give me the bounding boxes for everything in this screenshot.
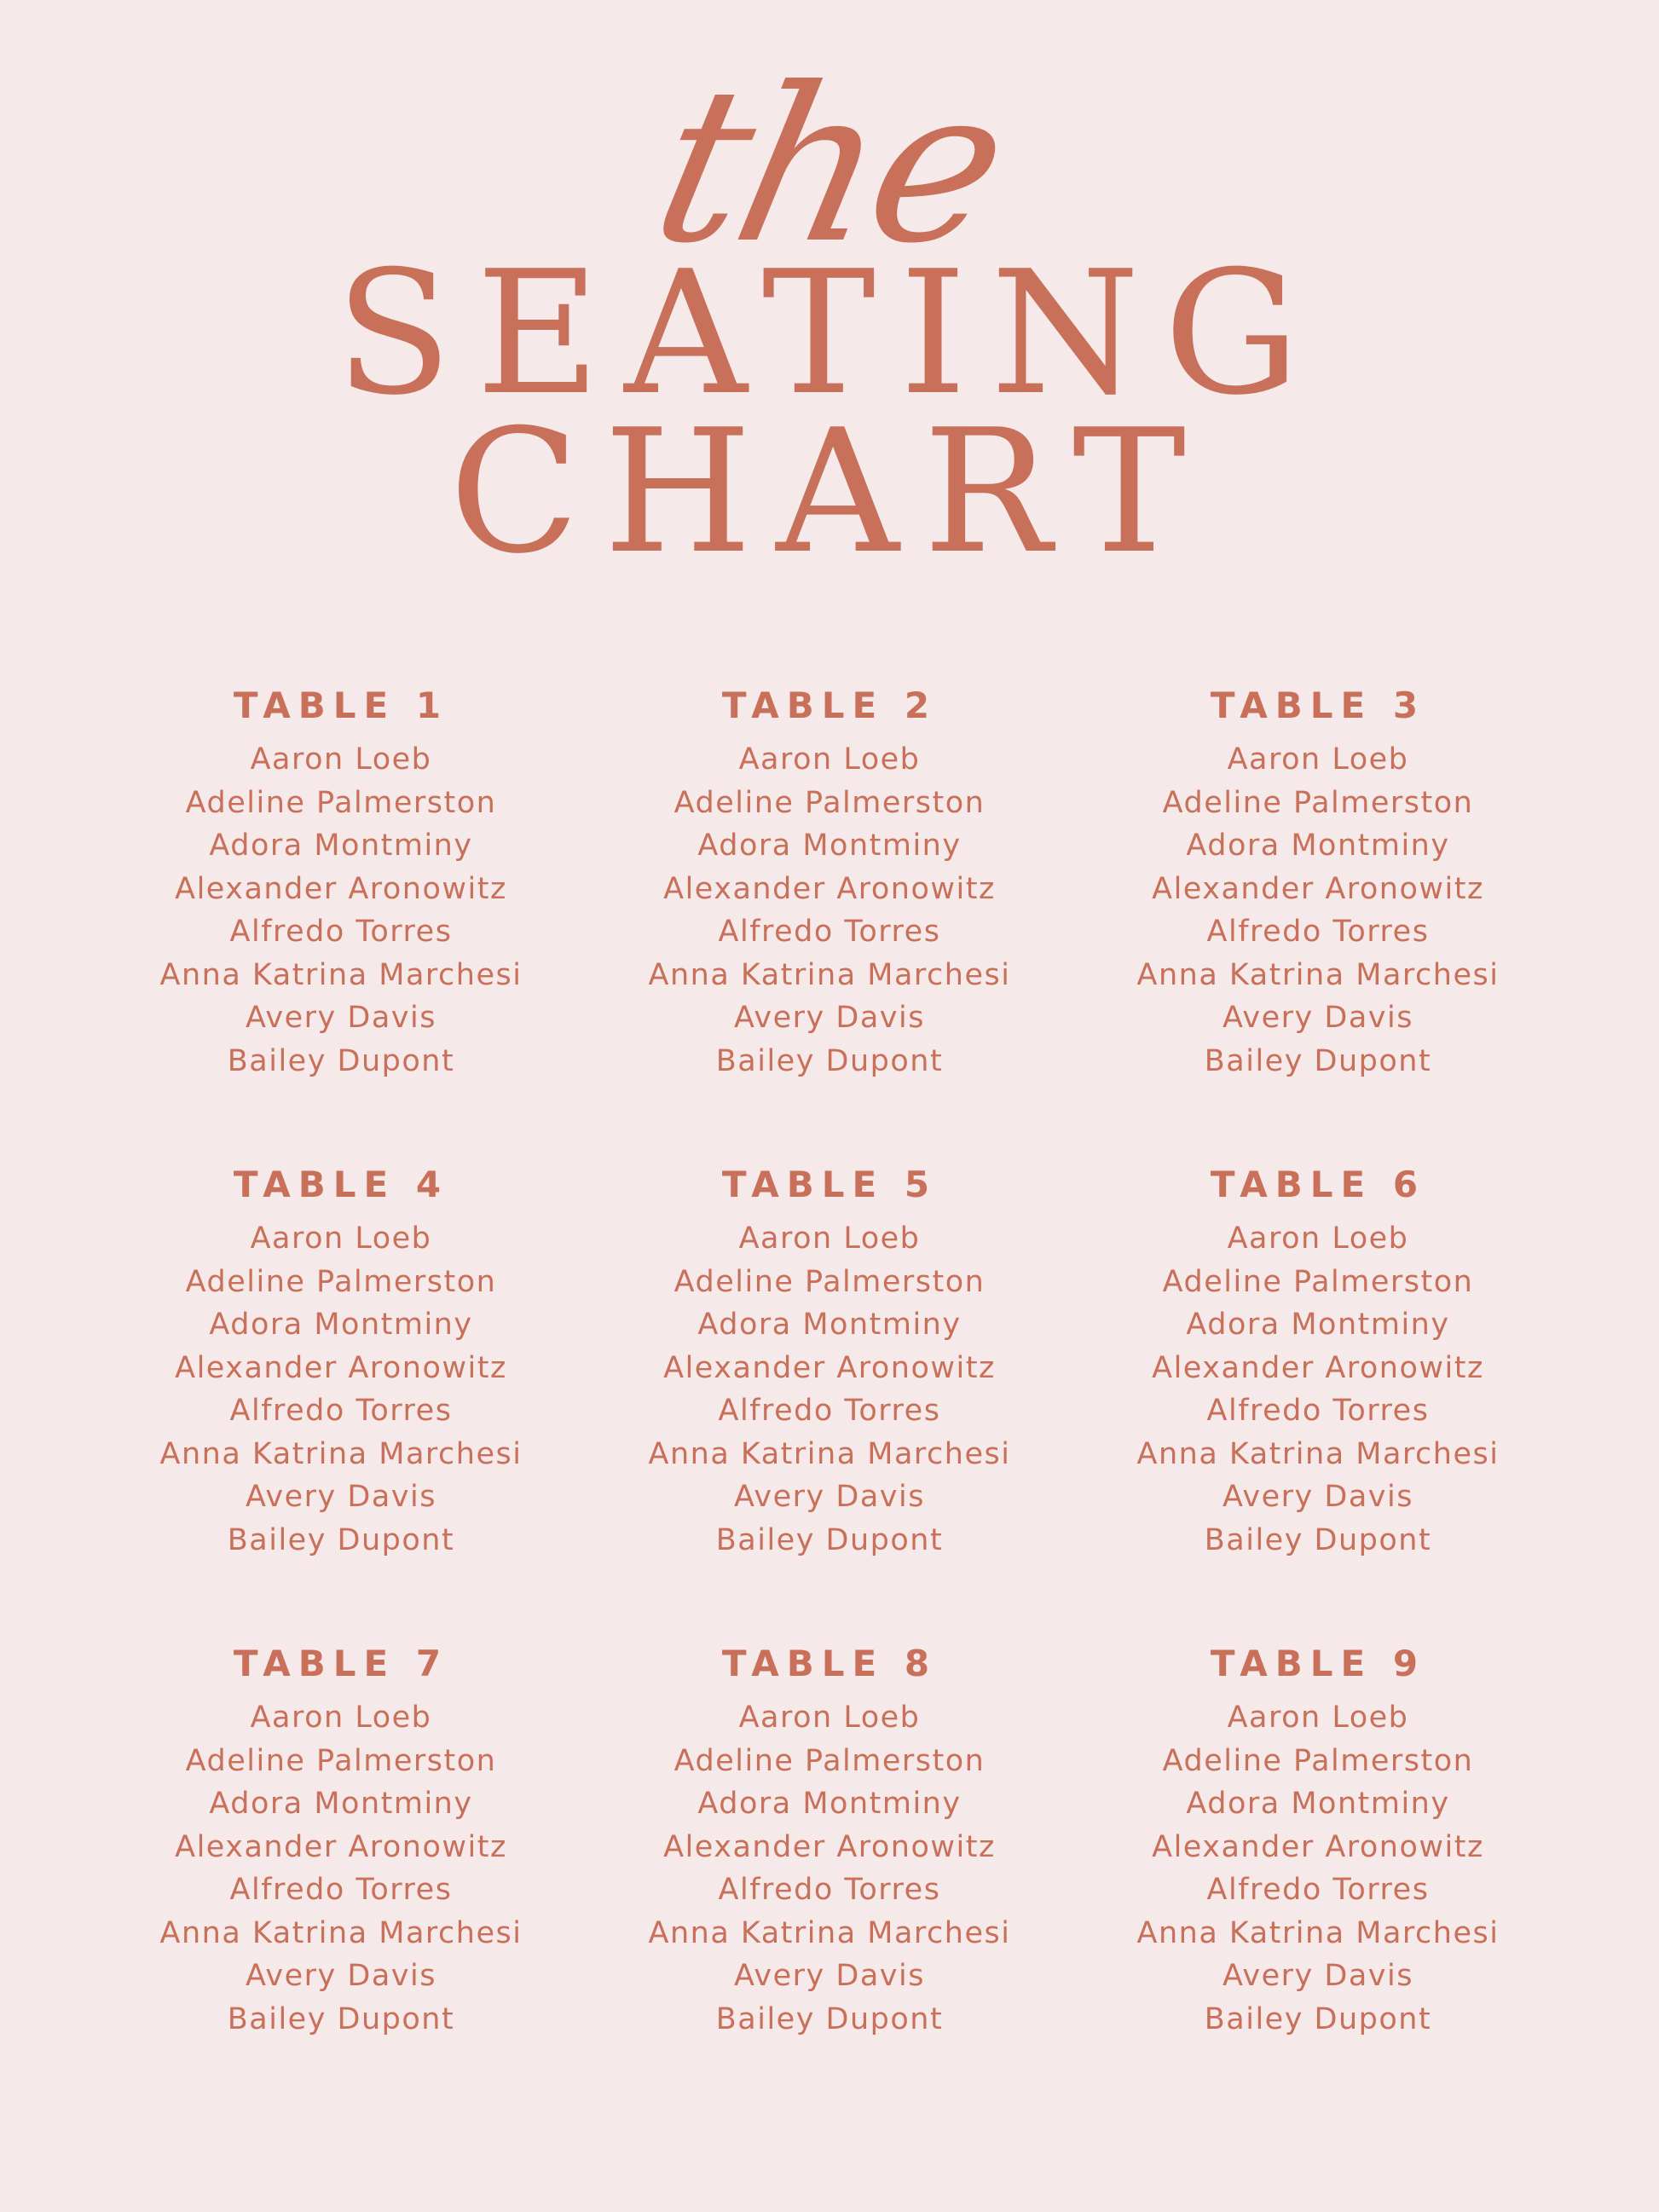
guest-name: Alexander Aronowitz <box>175 871 507 906</box>
guest-name: Alfredo Torres <box>1206 1873 1430 1907</box>
guest-name: Anna Katrina Marchesi <box>648 1915 1011 1950</box>
table-block-7 <box>85 1640 597 2041</box>
guest-list <box>85 738 597 1083</box>
guest-name: Avery Davis <box>734 1959 925 1993</box>
guest-name: Anna Katrina Marchesi <box>1136 1436 1500 1471</box>
guest-name: Alexander Aronowitz <box>663 1350 996 1385</box>
table-heading: TABLE 8 <box>721 1643 938 1684</box>
guest-name: Alfredo Torres <box>718 915 941 949</box>
guest-name: Adeline Palmerston <box>1162 1743 1474 1778</box>
guest-name: Anna Katrina Marchesi <box>159 957 523 992</box>
table-block-5 <box>574 1161 1085 1562</box>
guest-name: Aaron Loeb <box>738 1222 921 1256</box>
guest-name: Adeline Palmerston <box>1162 1264 1474 1299</box>
table-heading: TABLE 9 <box>1210 1643 1426 1684</box>
table-heading: TABLE 4 <box>233 1164 449 1205</box>
guest-name: Adora Montminy <box>697 1308 962 1342</box>
guest-name: Alexander Aronowitz <box>1152 871 1484 906</box>
guest-name: Alfredo Torres <box>229 915 453 949</box>
guest-name: Alfredo Torres <box>1206 915 1430 949</box>
table-block-3 <box>1062 682 1574 1083</box>
guest-name: Alexander Aronowitz <box>175 1829 507 1864</box>
guest-name: Alfredo Torres <box>718 1873 941 1907</box>
guest-name: Alexander Aronowitz <box>663 1829 996 1864</box>
table-heading: TABLE 5 <box>721 1164 938 1205</box>
guest-name: Aaron Loeb <box>250 742 432 777</box>
guest-list <box>85 1696 597 2041</box>
guest-name: Avery Davis <box>246 1959 436 1993</box>
guest-name: Anna Katrina Marchesi <box>1136 957 1500 992</box>
table-block-6 <box>1062 1161 1574 1562</box>
guest-name: Aaron Loeb <box>1227 742 1409 777</box>
guest-name: Alexander Aronowitz <box>175 1350 507 1385</box>
table-block-1 <box>85 682 597 1083</box>
guest-list <box>574 1696 1085 2041</box>
table-heading: TABLE 6 <box>1210 1164 1426 1205</box>
guest-name: Aaron Loeb <box>1227 1701 1409 1735</box>
guest-name: Adeline Palmerston <box>185 1743 497 1778</box>
guest-name: Adora Montminy <box>1186 1787 1450 1821</box>
guest-name: Avery Davis <box>734 1001 925 1035</box>
table-heading: TABLE 2 <box>721 684 938 726</box>
title-line-chart: CHART <box>448 393 1211 592</box>
table-block-2 <box>574 682 1085 1083</box>
guest-name: Bailey Dupont <box>715 1043 944 1078</box>
table-heading: TABLE 1 <box>233 684 449 726</box>
guest-name: Adeline Palmerston <box>673 1743 986 1778</box>
guest-name: Adora Montminy <box>1186 1308 1450 1342</box>
guest-name: Aaron Loeb <box>250 1222 432 1256</box>
guest-name: Adeline Palmerston <box>185 1264 497 1299</box>
guest-name: Adeline Palmerston <box>1162 785 1474 820</box>
guest-name: Alfredo Torres <box>229 1394 453 1428</box>
table-block-9 <box>1062 1640 1574 2041</box>
guest-name: Bailey Dupont <box>227 2001 455 2036</box>
table-heading: TABLE 3 <box>1210 684 1426 726</box>
title-line-seating: SEATING <box>335 234 1324 433</box>
guest-list <box>574 1217 1085 1562</box>
guest-list <box>1062 1217 1574 1562</box>
guest-name: Adora Montminy <box>209 829 473 863</box>
guest-name: Anna Katrina Marchesi <box>648 957 1011 992</box>
guest-name: Bailey Dupont <box>715 2001 944 2036</box>
guest-name: Alexander Aronowitz <box>1152 1829 1484 1864</box>
guest-name: Adora Montminy <box>697 1787 962 1821</box>
guest-name: Bailey Dupont <box>715 1522 944 1557</box>
guest-name: Adeline Palmerston <box>185 785 497 820</box>
title-script-word: the <box>636 42 1023 290</box>
guest-name: Alexander Aronowitz <box>1152 1350 1484 1385</box>
table-block-4 <box>85 1161 597 1562</box>
guest-name: Adeline Palmerston <box>673 1264 986 1299</box>
guest-name: Aaron Loeb <box>738 742 921 777</box>
guest-list <box>574 738 1085 1083</box>
guest-list <box>85 1217 597 1562</box>
guest-name: Bailey Dupont <box>1204 2001 1432 2036</box>
guest-name: Aaron Loeb <box>1227 1222 1409 1256</box>
guest-name: Bailey Dupont <box>227 1043 455 1078</box>
guest-name: Adora Montminy <box>697 829 962 863</box>
guest-name: Alfredo Torres <box>718 1394 941 1428</box>
guest-name: Alfredo Torres <box>229 1873 453 1907</box>
guest-name: Anna Katrina Marchesi <box>159 1436 523 1471</box>
guest-name: Adora Montminy <box>209 1787 473 1821</box>
guest-name: Adora Montminy <box>1186 829 1450 863</box>
guest-name: Avery Davis <box>246 1001 436 1035</box>
guest-name: Avery Davis <box>734 1480 925 1514</box>
table-block-8 <box>574 1640 1085 2041</box>
guest-name: Avery Davis <box>1223 1480 1413 1514</box>
guest-name: Aaron Loeb <box>250 1701 432 1735</box>
guest-name: Avery Davis <box>246 1480 436 1514</box>
guest-name: Anna Katrina Marchesi <box>648 1436 1011 1471</box>
guest-name: Bailey Dupont <box>1204 1043 1432 1078</box>
guest-name: Bailey Dupont <box>1204 1522 1432 1557</box>
guest-name: Anna Katrina Marchesi <box>1136 1915 1500 1950</box>
table-heading: TABLE 7 <box>233 1643 449 1684</box>
guest-name: Alfredo Torres <box>1206 1394 1430 1428</box>
guest-name: Alexander Aronowitz <box>663 871 996 906</box>
guest-name: Avery Davis <box>1223 1001 1413 1035</box>
guest-name: Avery Davis <box>1223 1959 1413 1993</box>
guest-name: Aaron Loeb <box>738 1701 921 1735</box>
guest-name: Anna Katrina Marchesi <box>159 1915 523 1950</box>
guest-name: Bailey Dupont <box>227 1522 455 1557</box>
guest-name: Adora Montminy <box>209 1308 473 1342</box>
guest-name: Adeline Palmerston <box>673 785 986 820</box>
guest-list <box>1062 738 1574 1083</box>
guest-list <box>1062 1696 1574 2041</box>
